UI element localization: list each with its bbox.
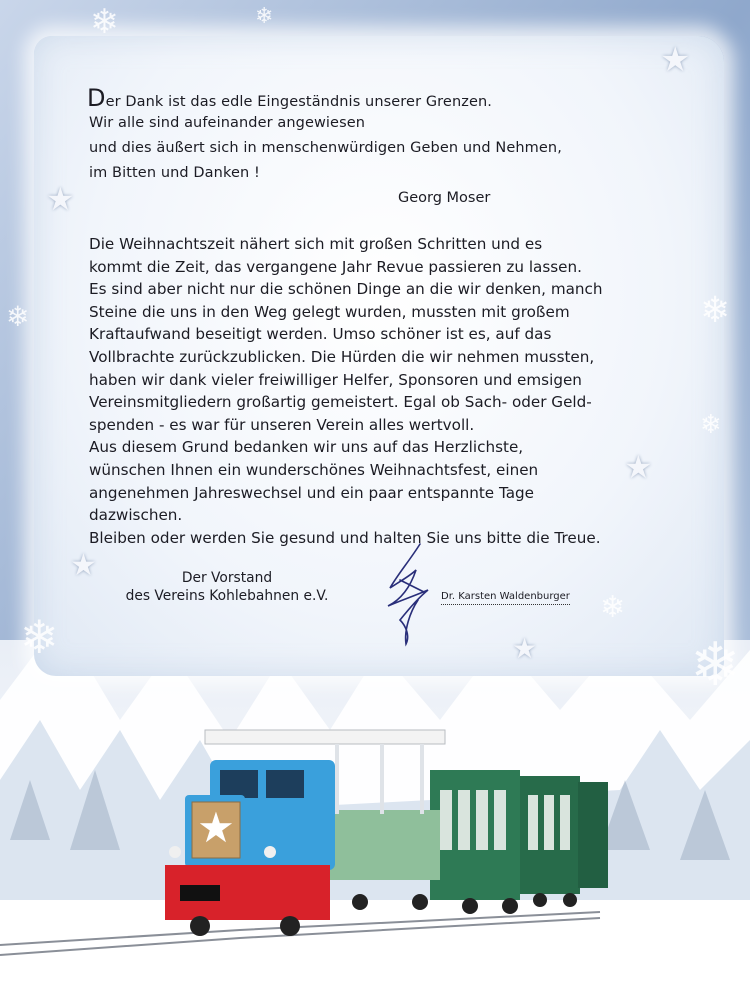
snowflake-icon: ❄ (90, 2, 119, 42)
star-icon: ★ (70, 548, 97, 583)
body-line: wünschen Ihnen ein wunderschönes Weihnachtsfest, einen (89, 460, 539, 479)
quote-author: Georg Moser (398, 190, 491, 206)
body-line: dazwischen. (89, 506, 183, 525)
board-line-1: Der Vorstand (181, 570, 273, 586)
board-line-2: des Vereins Kohlebahnen e.V. (125, 588, 329, 604)
body-line: Steine die uns in den Weg gelegt wurden, mussten mit großem (89, 302, 570, 321)
body-line: haben wir dank vieler freiwilliger Helfer, Sponsoren und emsigen (89, 370, 582, 389)
letter-body (89, 233, 689, 549)
board-signoff (112, 569, 342, 605)
snowflake-icon: ❄ (600, 590, 626, 625)
snowflake-icon: ❄ (700, 410, 722, 440)
star-icon: ★ (512, 632, 538, 665)
body-line: spenden - es war für unseren Verein alles wertvoll. (89, 415, 475, 434)
body-line: Bleiben oder werden Sie gesund und halten Sie uns bitte die Treue. (89, 528, 601, 547)
body-line: Aus diesem Grund bedanken wir uns auf das Herzlichste, (89, 438, 524, 457)
star-icon: ★ (624, 448, 653, 486)
quote-line-1: Der Dank ist das edle Eingeständnis unserer Grenzen. (87, 84, 492, 112)
quote-line-4: im Bitten und Danken ! (89, 165, 260, 181)
signer-name: Dr. Karsten Waldenburger (441, 591, 570, 605)
svg-text:★: ★ (197, 803, 235, 852)
body-line: kommt die Zeit, das vergangene Jahr Revue passieren zu lassen. (89, 257, 582, 276)
body-line: angenehmen Jahreswechsel und ein paar entspannte Tage (89, 483, 535, 502)
snowflake-icon: ❄ (20, 610, 59, 664)
body-line: Kraftaufwand beseitigt werden. Umso schöner ist es, auf das (89, 325, 552, 344)
star-icon: ★ (660, 40, 691, 80)
body-line: Vollbrachte zurückzublicken. Die Hürden die wir nehmen mussten, (89, 347, 595, 366)
snowflake-icon: ❄ (700, 290, 731, 331)
quote-line-2: Wir alle sind aufeinander angewiesen (89, 115, 366, 131)
star-icon: ★ (46, 180, 75, 218)
body-line: Die Weihnachtszeit nähert sich mit großen Schritten und es (89, 235, 543, 253)
quote-line-3: und dies äußert sich in menschenwürdigen Geben und Nehmen, (89, 140, 562, 156)
handwritten-signature (380, 540, 450, 650)
drop-cap: D (87, 84, 106, 112)
snowflake-icon: ❄ (6, 300, 30, 333)
body-line: Vereinsmitgliedern großartig gemeistert. Egal ob Sach- oder Geld- (89, 393, 592, 412)
body-line: Es sind aber nicht nur die schönen Dinge an die wir denken, manch (89, 280, 603, 299)
snowflake-icon: ❄ (690, 630, 741, 700)
snowflake-icon: ❄ (255, 4, 274, 29)
